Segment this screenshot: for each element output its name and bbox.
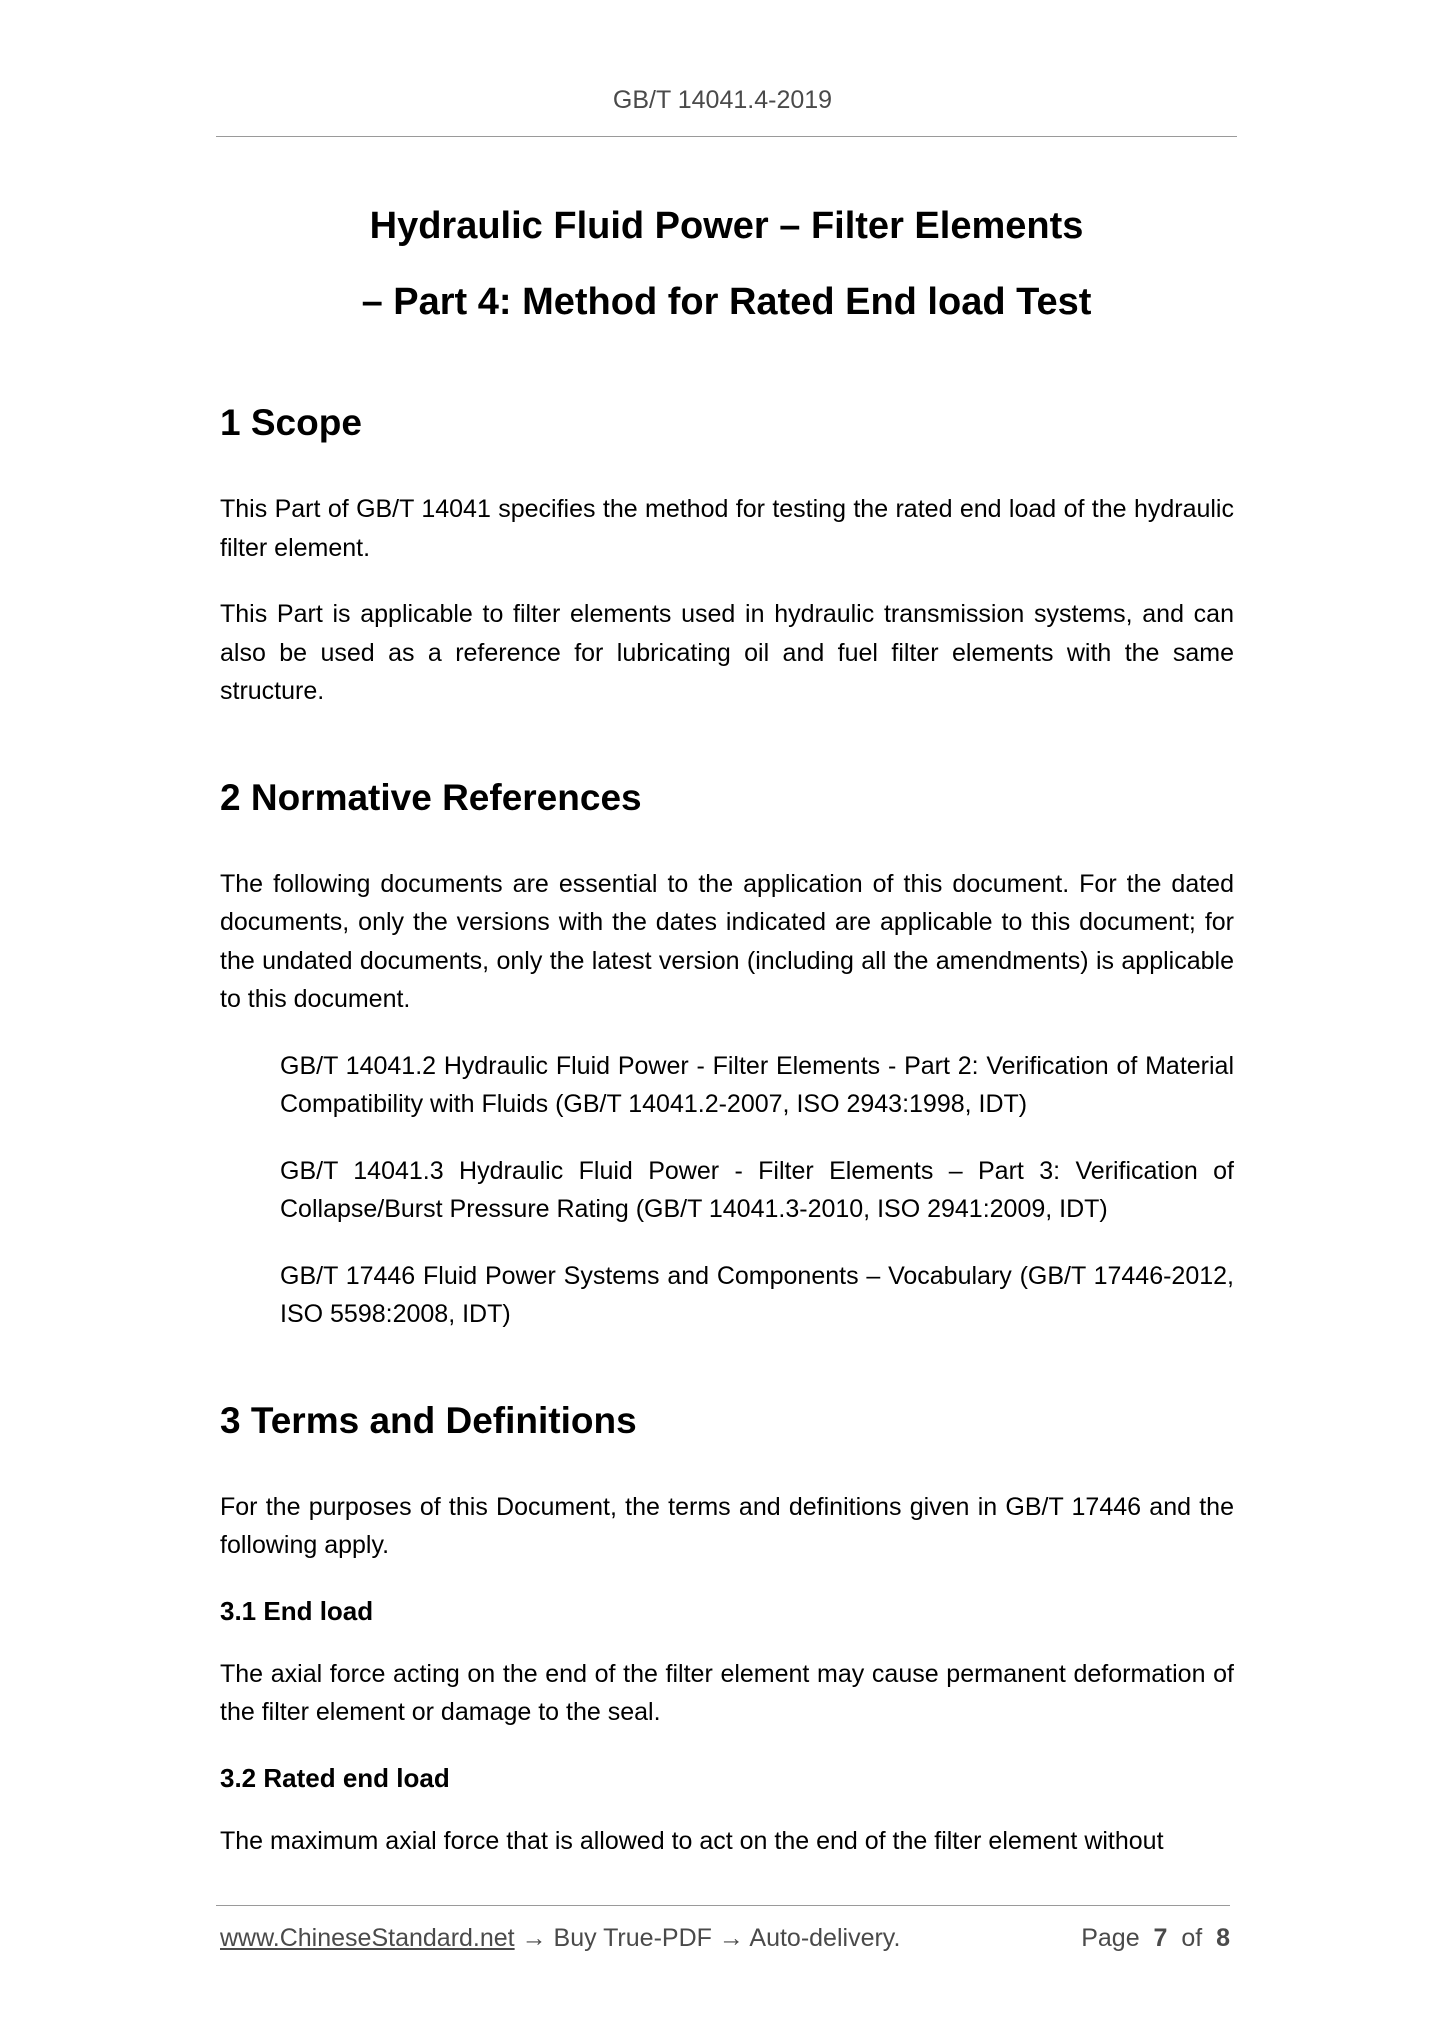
reference-item: GB/T 17446 Fluid Power Systems and Components – Vocabulary (GB/T 17446-2012, ISO 5598:2008, IDT) (280, 1261, 1234, 1328)
document-body (220, 400, 1234, 1888)
section-heading: 1 Scope (220, 402, 362, 443)
term-heading-end-load: 3.1 End load (220, 1595, 374, 1626)
page-current: 7 (1153, 1924, 1168, 1952)
footer-promo (220, 1924, 900, 1953)
page-counter (1081, 1924, 1230, 1953)
page-total: 8 (1216, 1924, 1230, 1952)
footer-promo-text: → Buy True-PDF → Auto-delivery. (514, 1924, 901, 1952)
paragraph: This Part of GB/T 14041 specifies the method for testing the rated end load of the hydraulic filter element. (220, 495, 1234, 562)
section-normative-references (220, 775, 1234, 1334)
page-word: Page (1081, 1924, 1140, 1952)
term-heading-rated-end-load: 3.2 Rated end load (220, 1762, 450, 1793)
page-footer (220, 1924, 1230, 1953)
term-definition: The maximum axial force that is allowed to act on the end of the filter element without (220, 1826, 1164, 1855)
section-heading: 2 Normative References (220, 776, 642, 818)
page-header: GB/T 14041.4-2019 (612, 86, 833, 114)
term-definition: The axial force acting on the end of the filter element may cause permanent deformation of the filter element or damage to the seal. (220, 1659, 1234, 1726)
website-link[interactable]: www.ChineseStandard.net (220, 1924, 515, 1952)
section-scope (220, 400, 1234, 711)
paragraph: For the purposes of this Document, the terms and definitions given in GB/T 17446 and the following apply. (220, 1492, 1234, 1559)
header-divider (216, 136, 1237, 137)
reference-item: GB/T 14041.3 Hydraulic Fluid Power - Filter Elements – Part 3: Verification of Collapse/Burst Pressure Rating (GB/T 14041.3-2010, ISO 2941:2009, IDT) (280, 1156, 1234, 1223)
document-title (216, 188, 1237, 340)
paragraph: The following documents are essential to the application of this document. For the dated documents, only the versions with the dates indicated are applicable to this document; for the undated documents, only the latest version (including all the amendments) is applicable to this document. (220, 869, 1234, 1013)
paragraph: This Part is applicable to filter elements used in hydraulic transmission systems, and can also be used as a reference for lubricating oil and fuel filter elements with the same structure. (220, 600, 1234, 705)
reference-item: GB/T 14041.2 Hydraulic Fluid Power - Filter Elements - Part 2: Verification of Material Compatibility with Fluids (GB/T 14041.2-2007, ISO 2943:1998, IDT) (280, 1051, 1234, 1118)
of-word: of (1181, 1924, 1203, 1952)
section-terms-definitions (220, 1398, 1234, 1861)
title-line-1: Hydraulic Fluid Power – Filter Elements (369, 205, 1084, 247)
section-heading: 3 Terms and Definitions (220, 1399, 637, 1441)
title-line-2: – Part 4: Method for Rated End load Test (361, 281, 1092, 323)
footer-divider (216, 1905, 1230, 1906)
